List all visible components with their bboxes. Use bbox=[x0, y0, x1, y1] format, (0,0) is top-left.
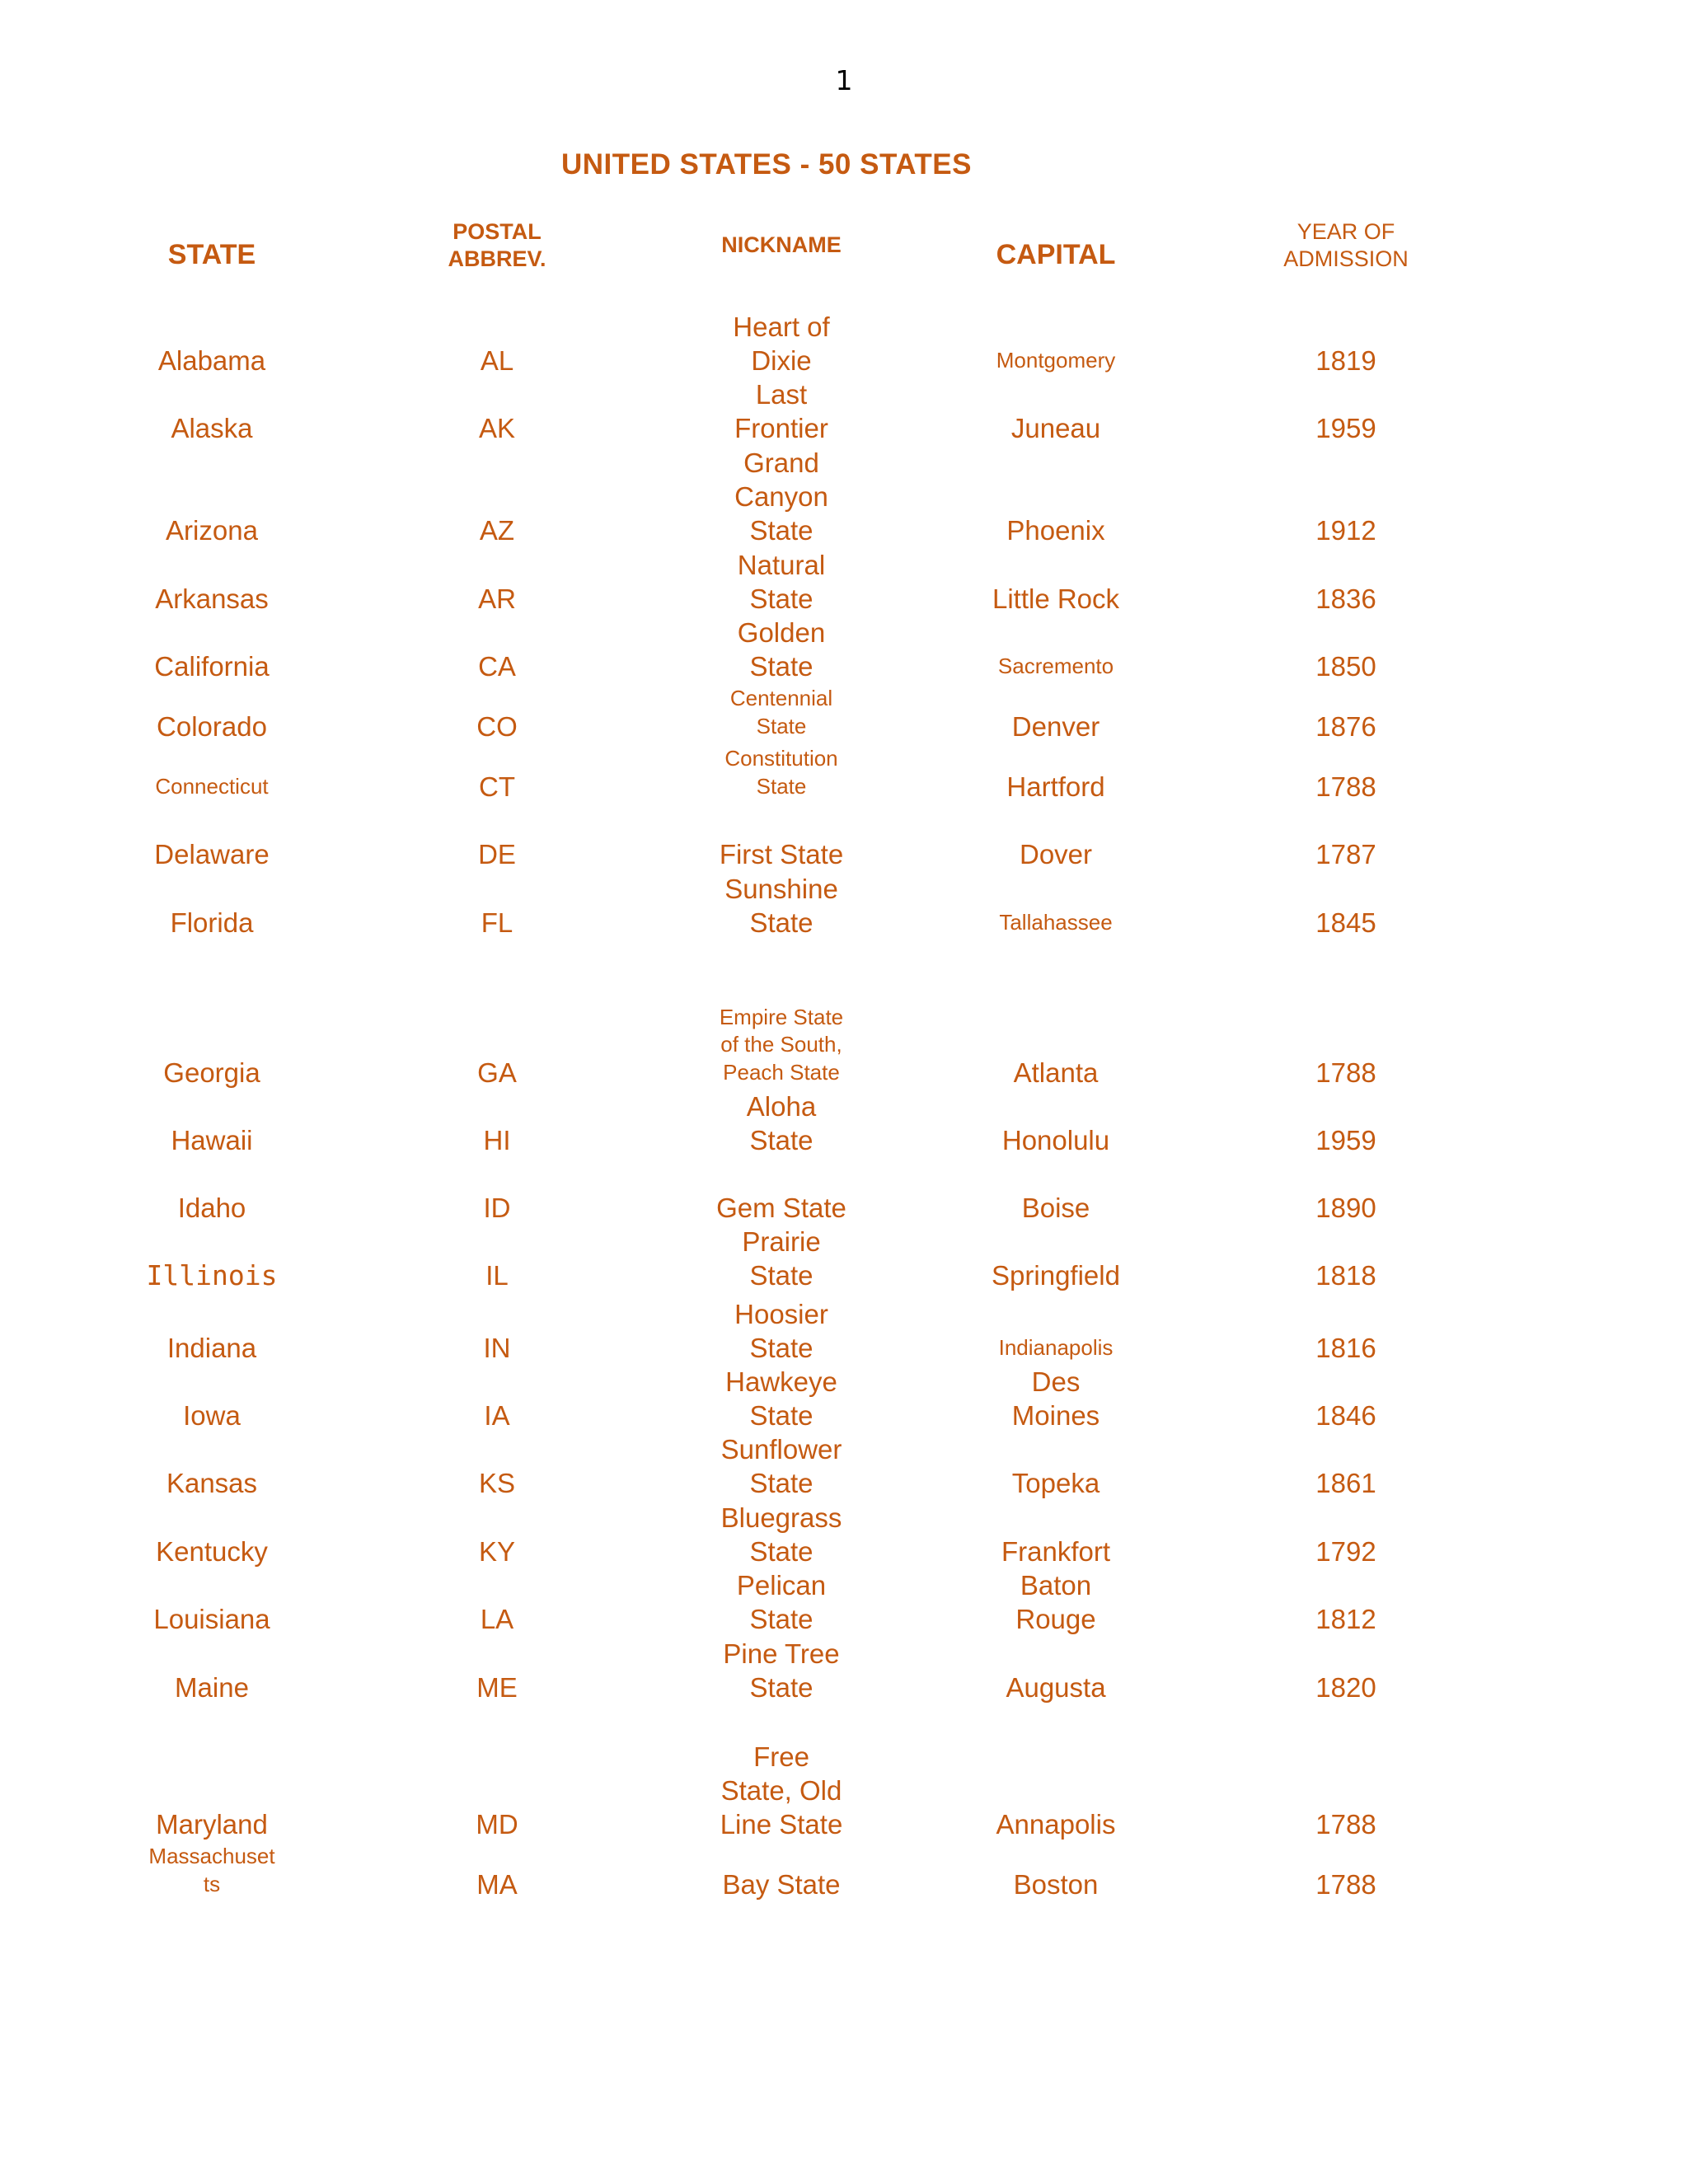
year-of-admission-text: 1836 bbox=[1315, 583, 1376, 614]
nickname-text: Bay State bbox=[722, 1868, 841, 1900]
nickname bbox=[633, 873, 930, 940]
capital bbox=[924, 1366, 1188, 1433]
nickname-text: Golden bbox=[737, 616, 826, 648]
postal-abbrev bbox=[390, 1399, 604, 1433]
header-capital-line: CAPITAL bbox=[996, 239, 1116, 271]
state-name bbox=[88, 1467, 335, 1501]
postal-abbrev-text: CO bbox=[476, 710, 518, 742]
nickname-text: Frontier bbox=[734, 412, 828, 443]
page-number: 1 bbox=[835, 64, 853, 96]
capital bbox=[924, 1124, 1188, 1158]
year-of-admission-text: 1788 bbox=[1315, 1808, 1376, 1840]
postal-abbrev-text: ID bbox=[483, 1192, 511, 1223]
year-of-admission-text: 1819 bbox=[1315, 344, 1376, 376]
document-title: UNITED STATES - 50 STATES bbox=[560, 148, 972, 180]
postal-abbrev bbox=[390, 583, 604, 616]
postal-abbrev-text: LA bbox=[480, 1603, 514, 1634]
state-name bbox=[88, 1671, 335, 1705]
state-name-text: Colorado bbox=[157, 710, 267, 742]
nickname bbox=[633, 1226, 930, 1293]
capital-text: Sacremento bbox=[997, 654, 1114, 679]
postal-abbrev-text: DE bbox=[478, 838, 516, 869]
state-name bbox=[88, 1399, 335, 1433]
nickname bbox=[633, 1004, 930, 1087]
nickname-text: Bluegrass bbox=[720, 1502, 842, 1533]
year-of-admission-text: 1959 bbox=[1315, 1124, 1376, 1155]
capital bbox=[924, 909, 1188, 937]
state-name-text: Connecticut bbox=[155, 774, 269, 799]
postal-abbrev-text: IL bbox=[485, 1259, 509, 1291]
nickname bbox=[633, 1569, 930, 1637]
capital bbox=[924, 347, 1188, 375]
year-of-admission-text: 1788 bbox=[1315, 1868, 1376, 1900]
postal-abbrev-text: AK bbox=[478, 412, 516, 443]
nickname bbox=[633, 745, 930, 801]
nickname bbox=[633, 1298, 930, 1366]
state-name bbox=[88, 838, 335, 872]
nickname-text: Aloha bbox=[746, 1090, 817, 1122]
postal-abbrev-text: AL bbox=[480, 344, 514, 376]
nickname-text: State bbox=[749, 1603, 814, 1634]
postal-abbrev-text: ME bbox=[476, 1671, 518, 1703]
postal-abbrev bbox=[390, 650, 604, 684]
nickname bbox=[633, 1366, 930, 1433]
year-of-admission-text: 1792 bbox=[1315, 1535, 1376, 1567]
state-name-text: Idaho bbox=[177, 1192, 246, 1223]
state-name bbox=[88, 1259, 335, 1293]
year-of-admission bbox=[1239, 1192, 1453, 1226]
year-of-admission bbox=[1239, 1603, 1453, 1637]
state-name-text: Georgia bbox=[163, 1057, 260, 1088]
year-of-admission bbox=[1239, 650, 1453, 684]
header-state-line: STATE bbox=[167, 239, 256, 271]
nickname bbox=[633, 1638, 930, 1705]
year-of-admission bbox=[1239, 838, 1453, 872]
nickname bbox=[633, 549, 930, 616]
capital-text: Phoenix bbox=[1006, 514, 1105, 546]
state-name bbox=[88, 412, 335, 446]
postal-abbrev bbox=[390, 1332, 604, 1366]
capital-text: Denver bbox=[1011, 710, 1100, 742]
capital-text: Juneau bbox=[1010, 412, 1101, 443]
nickname bbox=[633, 1868, 930, 1902]
year-of-admission-text: 1845 bbox=[1315, 907, 1376, 938]
capital bbox=[924, 514, 1188, 548]
postal-abbrev bbox=[390, 771, 604, 804]
state-name bbox=[88, 1124, 335, 1158]
nickname bbox=[633, 311, 930, 378]
capital bbox=[924, 771, 1188, 804]
header-capital bbox=[924, 238, 1188, 272]
year-of-admission bbox=[1239, 710, 1453, 744]
nickname-text: Last bbox=[755, 378, 808, 410]
nickname-text: Heart of bbox=[733, 311, 830, 342]
postal-abbrev-text: FL bbox=[481, 907, 513, 938]
postal-abbrev bbox=[390, 1808, 604, 1842]
capital-text: Indianapolis bbox=[998, 1335, 1114, 1361]
postal-abbrev bbox=[390, 1192, 604, 1226]
header-nickname-line: NICKNAME bbox=[721, 232, 842, 257]
nickname bbox=[633, 1502, 930, 1569]
state-name-text: Indiana bbox=[166, 1332, 257, 1363]
capital bbox=[924, 1535, 1188, 1569]
year-of-admission bbox=[1239, 1671, 1453, 1705]
header-year-of-admission bbox=[1239, 218, 1453, 272]
state-name bbox=[88, 710, 335, 744]
year-of-admission-text: 1812 bbox=[1315, 1603, 1376, 1634]
postal-abbrev bbox=[390, 1671, 604, 1705]
capital-text: Montgomery bbox=[996, 348, 1116, 373]
capital bbox=[924, 1192, 1188, 1226]
nickname-text: Gem State bbox=[716, 1192, 846, 1223]
year-of-admission-text: 1890 bbox=[1315, 1192, 1376, 1223]
capital-text: Moines bbox=[1011, 1399, 1100, 1431]
nickname-text: Constitution bbox=[724, 746, 838, 771]
postal-abbrev bbox=[390, 412, 604, 446]
postal-abbrev-text: HI bbox=[483, 1124, 511, 1155]
year-of-admission bbox=[1239, 1399, 1453, 1433]
capital-text: Boston bbox=[1013, 1868, 1099, 1900]
year-of-admission bbox=[1239, 1332, 1453, 1366]
state-name bbox=[88, 1603, 335, 1637]
nickname-text: State bbox=[749, 907, 814, 938]
nickname-text: State bbox=[749, 650, 814, 682]
nickname-text: State bbox=[749, 1671, 814, 1703]
capital-text: Little Rock bbox=[992, 583, 1120, 614]
capital bbox=[924, 1868, 1188, 1902]
capital-text: Rouge bbox=[1015, 1603, 1096, 1634]
nickname bbox=[633, 616, 930, 684]
state-name bbox=[88, 1192, 335, 1226]
state-name-text: Kansas bbox=[166, 1467, 258, 1498]
postal-abbrev bbox=[390, 1057, 604, 1090]
postal-abbrev-text: CA bbox=[478, 650, 516, 682]
nickname-text: State, Old bbox=[720, 1774, 842, 1806]
year-of-admission-text: 1912 bbox=[1315, 514, 1376, 546]
postal-abbrev-text: MA bbox=[476, 1868, 518, 1900]
nickname-text: Pine Tree bbox=[723, 1638, 840, 1669]
state-name-text: Maryland bbox=[156, 1808, 268, 1840]
nickname-text: Free bbox=[753, 1741, 809, 1772]
year-of-admission-text: 1876 bbox=[1315, 710, 1376, 742]
nickname-text: State bbox=[756, 714, 807, 739]
postal-abbrev bbox=[390, 1603, 604, 1637]
nickname-text: State bbox=[749, 514, 814, 546]
state-name bbox=[88, 1332, 335, 1366]
nickname-text: State bbox=[749, 583, 814, 614]
capital bbox=[924, 710, 1188, 744]
year-of-admission bbox=[1239, 1808, 1453, 1842]
year-of-admission-text: 1820 bbox=[1315, 1671, 1376, 1703]
state-name-text: Massachuset bbox=[148, 1844, 275, 1869]
capital bbox=[924, 1467, 1188, 1501]
capital-text: Boise bbox=[1021, 1192, 1090, 1223]
header-postal-abbrev-line: ABBREV. bbox=[448, 246, 546, 271]
header-year-of-admission-line: YEAR OF bbox=[1296, 219, 1395, 245]
capital-text: Hartford bbox=[1006, 771, 1105, 802]
capital-text: Dover bbox=[1019, 838, 1093, 869]
state-name bbox=[88, 1808, 335, 1842]
capital-text: Atlanta bbox=[1013, 1057, 1099, 1088]
capital-text: Annapolis bbox=[996, 1808, 1116, 1840]
capital-text: Frankfort bbox=[1001, 1535, 1111, 1567]
nickname-text: State bbox=[749, 1332, 814, 1363]
postal-abbrev-text: GA bbox=[477, 1057, 517, 1088]
capital bbox=[924, 838, 1188, 872]
state-name bbox=[88, 1843, 335, 1899]
year-of-admission bbox=[1239, 1057, 1453, 1090]
year-of-admission bbox=[1239, 412, 1453, 446]
year-of-admission bbox=[1239, 1868, 1453, 1902]
capital bbox=[924, 1334, 1188, 1362]
postal-abbrev bbox=[390, 838, 604, 872]
year-of-admission-text: 1850 bbox=[1315, 650, 1376, 682]
postal-abbrev-text: CT bbox=[479, 771, 515, 802]
year-of-admission bbox=[1239, 907, 1453, 940]
year-of-admission-text: 1816 bbox=[1315, 1332, 1376, 1363]
nickname-text: Prairie bbox=[742, 1226, 821, 1257]
nickname bbox=[633, 1090, 930, 1158]
nickname-text: Natural bbox=[737, 549, 826, 580]
capital-text: Tallahassee bbox=[999, 910, 1113, 935]
year-of-admission-text: 1861 bbox=[1315, 1467, 1376, 1498]
header-state bbox=[88, 238, 335, 272]
year-of-admission bbox=[1239, 514, 1453, 548]
nickname bbox=[633, 685, 930, 741]
postal-abbrev bbox=[390, 710, 604, 744]
year-of-admission bbox=[1239, 1124, 1453, 1158]
year-of-admission-text: 1959 bbox=[1315, 412, 1376, 443]
capital-text: Augusta bbox=[1006, 1671, 1106, 1703]
year-of-admission-text: 1818 bbox=[1315, 1259, 1376, 1291]
capital-text: Honolulu bbox=[1001, 1124, 1110, 1155]
postal-abbrev-text: AR bbox=[478, 583, 516, 614]
header-postal-abbrev-line: POSTAL bbox=[452, 219, 542, 245]
nickname bbox=[633, 1192, 930, 1226]
nickname-text: Peach State bbox=[723, 1060, 840, 1085]
state-name-text: Arizona bbox=[166, 514, 258, 546]
nickname-text: Hawkeye bbox=[725, 1366, 837, 1397]
capital bbox=[924, 653, 1188, 681]
capital-text: Springfield bbox=[992, 1259, 1120, 1291]
postal-abbrev-text: AZ bbox=[479, 514, 515, 546]
capital bbox=[924, 1057, 1188, 1090]
postal-abbrev bbox=[390, 907, 604, 940]
postal-abbrev-text: KS bbox=[478, 1467, 516, 1498]
state-name bbox=[88, 344, 335, 378]
nickname-text: State bbox=[749, 1124, 814, 1155]
nickname bbox=[633, 1433, 930, 1501]
year-of-admission bbox=[1239, 771, 1453, 804]
nickname-text: State bbox=[756, 774, 807, 799]
nickname-text: State bbox=[749, 1535, 814, 1567]
state-name-text: Delaware bbox=[154, 838, 270, 869]
postal-abbrev-text: IA bbox=[484, 1399, 510, 1431]
nickname bbox=[633, 1741, 930, 1842]
header-postal-abbrev bbox=[390, 218, 604, 272]
capital bbox=[924, 583, 1188, 616]
nickname-text: Pelican bbox=[736, 1569, 827, 1601]
postal-abbrev-text: KY bbox=[478, 1535, 516, 1567]
postal-abbrev-text: MD bbox=[476, 1808, 518, 1840]
nickname-text: Dixie bbox=[751, 344, 812, 376]
capital bbox=[924, 1808, 1188, 1842]
postal-abbrev-text: IN bbox=[483, 1332, 511, 1363]
header-nickname bbox=[633, 232, 930, 258]
postal-abbrev bbox=[390, 1259, 604, 1293]
state-name-text: Hawaii bbox=[171, 1124, 253, 1155]
year-of-admission-text: 1788 bbox=[1315, 1057, 1376, 1088]
state-name-text: ts bbox=[203, 1872, 221, 1897]
nickname-text: of the South, bbox=[720, 1032, 842, 1057]
postal-abbrev bbox=[390, 514, 604, 548]
state-name bbox=[88, 773, 335, 801]
nickname-text: Hoosier bbox=[734, 1298, 828, 1329]
nickname bbox=[633, 838, 930, 872]
nickname-text: Sunflower bbox=[720, 1433, 842, 1465]
postal-abbrev bbox=[390, 1124, 604, 1158]
state-name bbox=[88, 907, 335, 940]
state-name-text: Alabama bbox=[157, 344, 266, 376]
capital-text: Des bbox=[1031, 1366, 1081, 1397]
nickname-text: Line State bbox=[720, 1808, 843, 1840]
year-of-admission-text: 1846 bbox=[1315, 1399, 1376, 1431]
state-name-text: Kentucky bbox=[156, 1535, 268, 1567]
year-of-admission-text: 1788 bbox=[1315, 771, 1376, 802]
nickname-text: State bbox=[749, 1259, 814, 1291]
capital-text: Topeka bbox=[1011, 1467, 1100, 1498]
nickname-text: Grand bbox=[743, 447, 819, 478]
nickname-text: Sunshine bbox=[724, 873, 838, 904]
capital-text: Baton bbox=[1020, 1569, 1092, 1601]
state-name bbox=[88, 650, 335, 684]
year-of-admission bbox=[1239, 1535, 1453, 1569]
nickname bbox=[633, 447, 930, 548]
nickname-text: Centennial bbox=[729, 686, 833, 711]
state-name-text: Louisiana bbox=[153, 1603, 270, 1634]
capital bbox=[924, 412, 1188, 446]
year-of-admission-text: 1787 bbox=[1315, 838, 1376, 869]
state-name bbox=[88, 514, 335, 548]
state-name bbox=[88, 583, 335, 616]
state-name bbox=[88, 1535, 335, 1569]
postal-abbrev bbox=[390, 344, 604, 378]
state-name-text: Maine bbox=[175, 1671, 249, 1703]
nickname-text: State bbox=[749, 1467, 814, 1498]
nickname-text: State bbox=[749, 1399, 814, 1431]
postal-abbrev bbox=[390, 1868, 604, 1902]
postal-abbrev bbox=[390, 1467, 604, 1501]
state-name-text: Florida bbox=[170, 907, 254, 938]
year-of-admission bbox=[1239, 1467, 1453, 1501]
nickname-text: Canyon bbox=[734, 480, 828, 512]
postal-abbrev bbox=[390, 1535, 604, 1569]
state-name-text: Arkansas bbox=[155, 583, 269, 614]
capital bbox=[924, 1259, 1188, 1293]
capital bbox=[924, 1671, 1188, 1705]
state-name bbox=[88, 1057, 335, 1090]
state-name-text: Illinois bbox=[146, 1258, 278, 1291]
year-of-admission bbox=[1239, 583, 1453, 616]
year-of-admission bbox=[1239, 344, 1453, 378]
nickname bbox=[633, 378, 930, 446]
state-name-text: California bbox=[154, 650, 270, 682]
state-name-text: Alaska bbox=[171, 412, 253, 443]
header-year-of-admission-line: ADMISSION bbox=[1283, 246, 1409, 271]
capital bbox=[924, 1569, 1188, 1637]
year-of-admission bbox=[1239, 1259, 1453, 1293]
nickname-text: Empire State bbox=[719, 1004, 844, 1029]
state-name-text: Iowa bbox=[183, 1399, 241, 1431]
nickname-text: First State bbox=[719, 838, 844, 869]
